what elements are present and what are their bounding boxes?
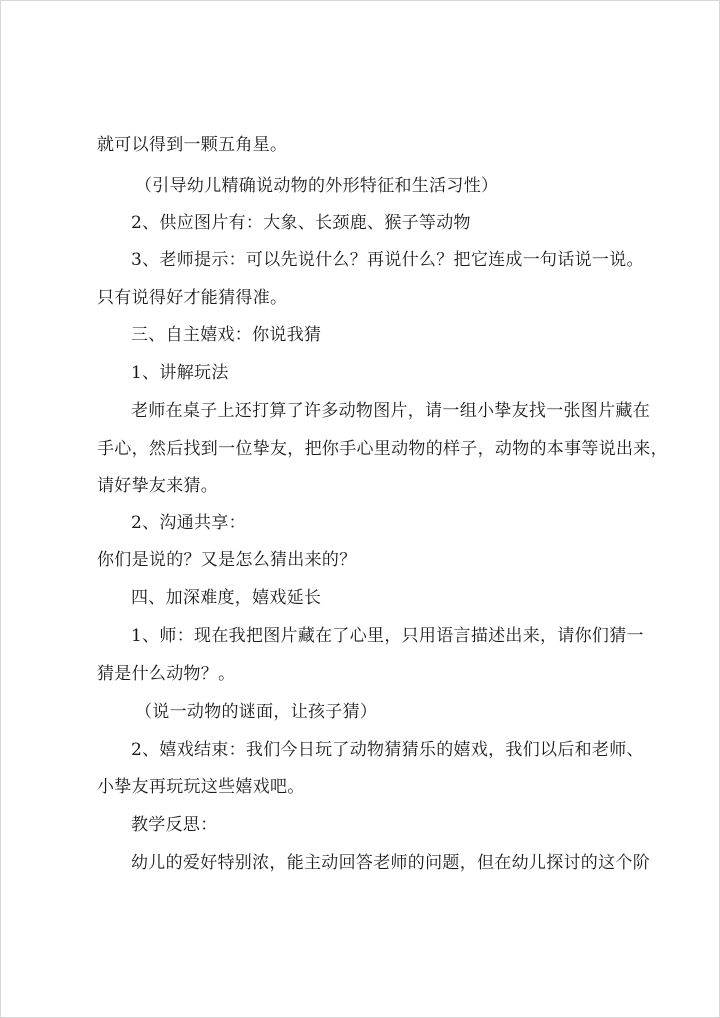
text-line-20: 幼儿的爱好特别浓，能主动回答老师的问题，但在幼儿探讨的这个阶 [131, 853, 650, 873]
section-heading-4: 四、加深难度，嬉戏延长 [131, 588, 322, 608]
section-heading-3: 三、自主嬉戏：你说我猜 [131, 325, 322, 345]
text-line-8: 老师在桌子上还打算了许多动物图片，请一组小挚友找一张图片藏在 [131, 401, 650, 421]
reflection-heading: 教学反思： [131, 815, 218, 835]
text-line-9: 手心，然后找到一位挚友，把你手心里动物的样子，动物的本事等说出来， [97, 439, 668, 459]
text-line-1: 就可以得到一颗五角星。 [97, 135, 288, 155]
text-line-2: （引导幼儿精确说动物的外形特征和生活习性） [135, 176, 499, 196]
text-line-4: 3、老师提示：可以先说什么？再说什么？把它连成一句话说一说。 [131, 250, 644, 270]
text-line-17: 2、嬉戏结束：我们今日玩了动物猜猜乐的嬉戏，我们以后和老师、 [131, 740, 644, 760]
text-line-12: 你们是说的？又是怎么猜出来的？ [97, 550, 357, 570]
text-line-11: 2、沟通共享： [131, 513, 246, 533]
text-line-7: 1、讲解玩法 [131, 363, 229, 383]
text-line-15: 猜是什么动物？。 [97, 664, 236, 684]
text-line-10: 请好挚友来猜。 [97, 476, 219, 496]
text-line-5: 只有说得好才能猜得准。 [97, 288, 288, 308]
text-line-3: 2、供应图片有：大象、长颈鹿、猴子等动物 [131, 213, 471, 233]
text-line-14: 1、师：现在我把图片藏在了心里，只用语言描述出来，请你们猜一 [131, 626, 644, 646]
text-line-16: （说一动物的谜面，让孩子猜） [135, 702, 378, 722]
text-line-18: 小挚友再玩玩这些嬉戏吧。 [97, 777, 305, 797]
